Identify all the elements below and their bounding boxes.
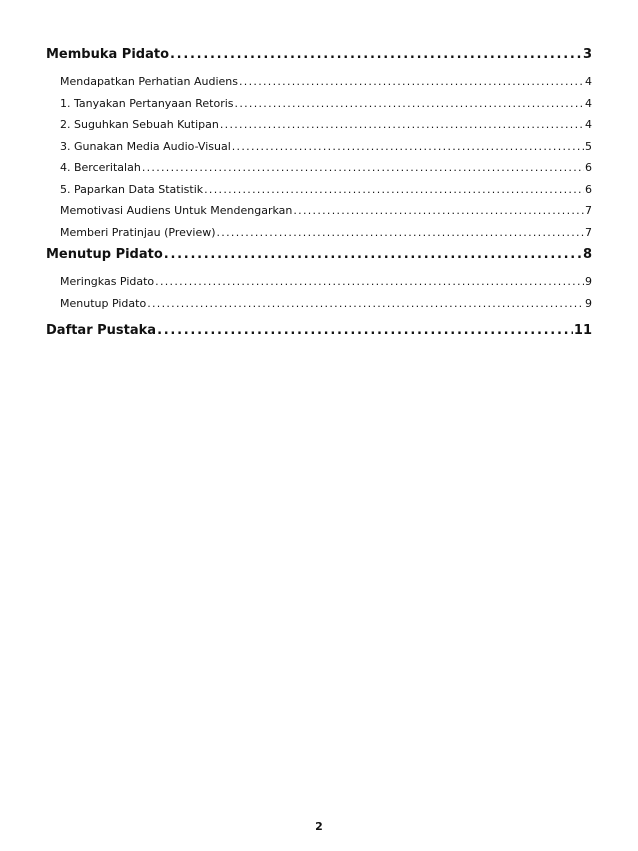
toc-item[interactable] — [60, 93, 592, 115]
toc-item[interactable] — [60, 293, 592, 315]
dot-leader — [147, 293, 584, 315]
toc-item[interactable] — [60, 114, 592, 136]
toc-entry-page: 9 — [585, 275, 592, 288]
page-number: 2 — [315, 820, 323, 833]
toc-section-menutup-pidato[interactable] — [46, 244, 592, 266]
toc-entry-title: 1. Tanyakan Pertanyaan Retoris — [60, 96, 234, 110]
toc-entry-title: Menutup Pidato — [60, 296, 147, 310]
toc-item[interactable] — [60, 200, 592, 222]
toc-entry-page: 6 — [585, 161, 592, 174]
toc-item[interactable] — [60, 157, 592, 179]
toc-item[interactable] — [60, 179, 592, 201]
toc-item[interactable] — [60, 136, 592, 158]
dot-leader — [239, 71, 584, 93]
toc-item[interactable] — [60, 71, 592, 93]
dot-leader — [232, 136, 584, 158]
toc-item[interactable] — [60, 271, 592, 293]
toc-section-membuka-pidato[interactable] — [46, 44, 592, 66]
toc-entry-title: Meringkas Pidato — [60, 275, 155, 288]
toc-entry-title: 5. Paparkan Data Statistik — [60, 182, 204, 196]
toc-entry-page: 4 — [585, 96, 592, 110]
toc-entry-title: Menutup Pidato — [46, 247, 163, 262]
toc-entry-title: Membuka Pidato — [46, 47, 170, 62]
toc-entry-page: 7 — [585, 204, 592, 217]
toc-entry-title: Memotivasi Audiens Untuk Mendengarkan — [60, 204, 293, 217]
toc-entry-title: 2. Suguhkan Sebuah Kutipan — [60, 118, 219, 131]
toc-entry-title: 4. Berceritalah — [60, 161, 141, 174]
toc-entry-page: 8 — [582, 247, 592, 262]
dot-leader — [204, 179, 584, 201]
toc-section-daftar-pustaka[interactable] — [46, 320, 592, 342]
toc-entry-title: Mendapatkan Perhatian Audiens — [60, 75, 239, 88]
toc-entry-page: 3 — [582, 47, 592, 62]
toc-entry-page: 11 — [573, 323, 592, 338]
table-of-contents — [46, 44, 592, 342]
dot-leader — [217, 222, 584, 244]
toc-entry-title: Daftar Pustaka — [46, 323, 157, 338]
dot-leader — [142, 157, 584, 179]
dot-leader — [235, 93, 584, 115]
toc-entry-title: Memberi Pratinjau (Preview) — [60, 225, 216, 239]
toc-entry-page: 6 — [585, 182, 592, 196]
dot-leader — [170, 44, 582, 66]
toc-entry-page: 9 — [585, 296, 592, 310]
toc-item[interactable] — [60, 222, 592, 244]
toc-entry-page: 5 — [585, 139, 592, 153]
dot-leader — [220, 114, 584, 136]
toc-entry-page: 4 — [585, 75, 592, 88]
dot-leader — [155, 271, 584, 293]
dot-leader — [164, 244, 582, 266]
dot-leader — [157, 320, 573, 342]
toc-entry-title: 3. Gunakan Media Audio-Visual — [60, 139, 231, 153]
toc-entry-page: 4 — [585, 118, 592, 131]
toc-entry-page: 7 — [585, 225, 592, 239]
dot-leader — [293, 200, 584, 222]
